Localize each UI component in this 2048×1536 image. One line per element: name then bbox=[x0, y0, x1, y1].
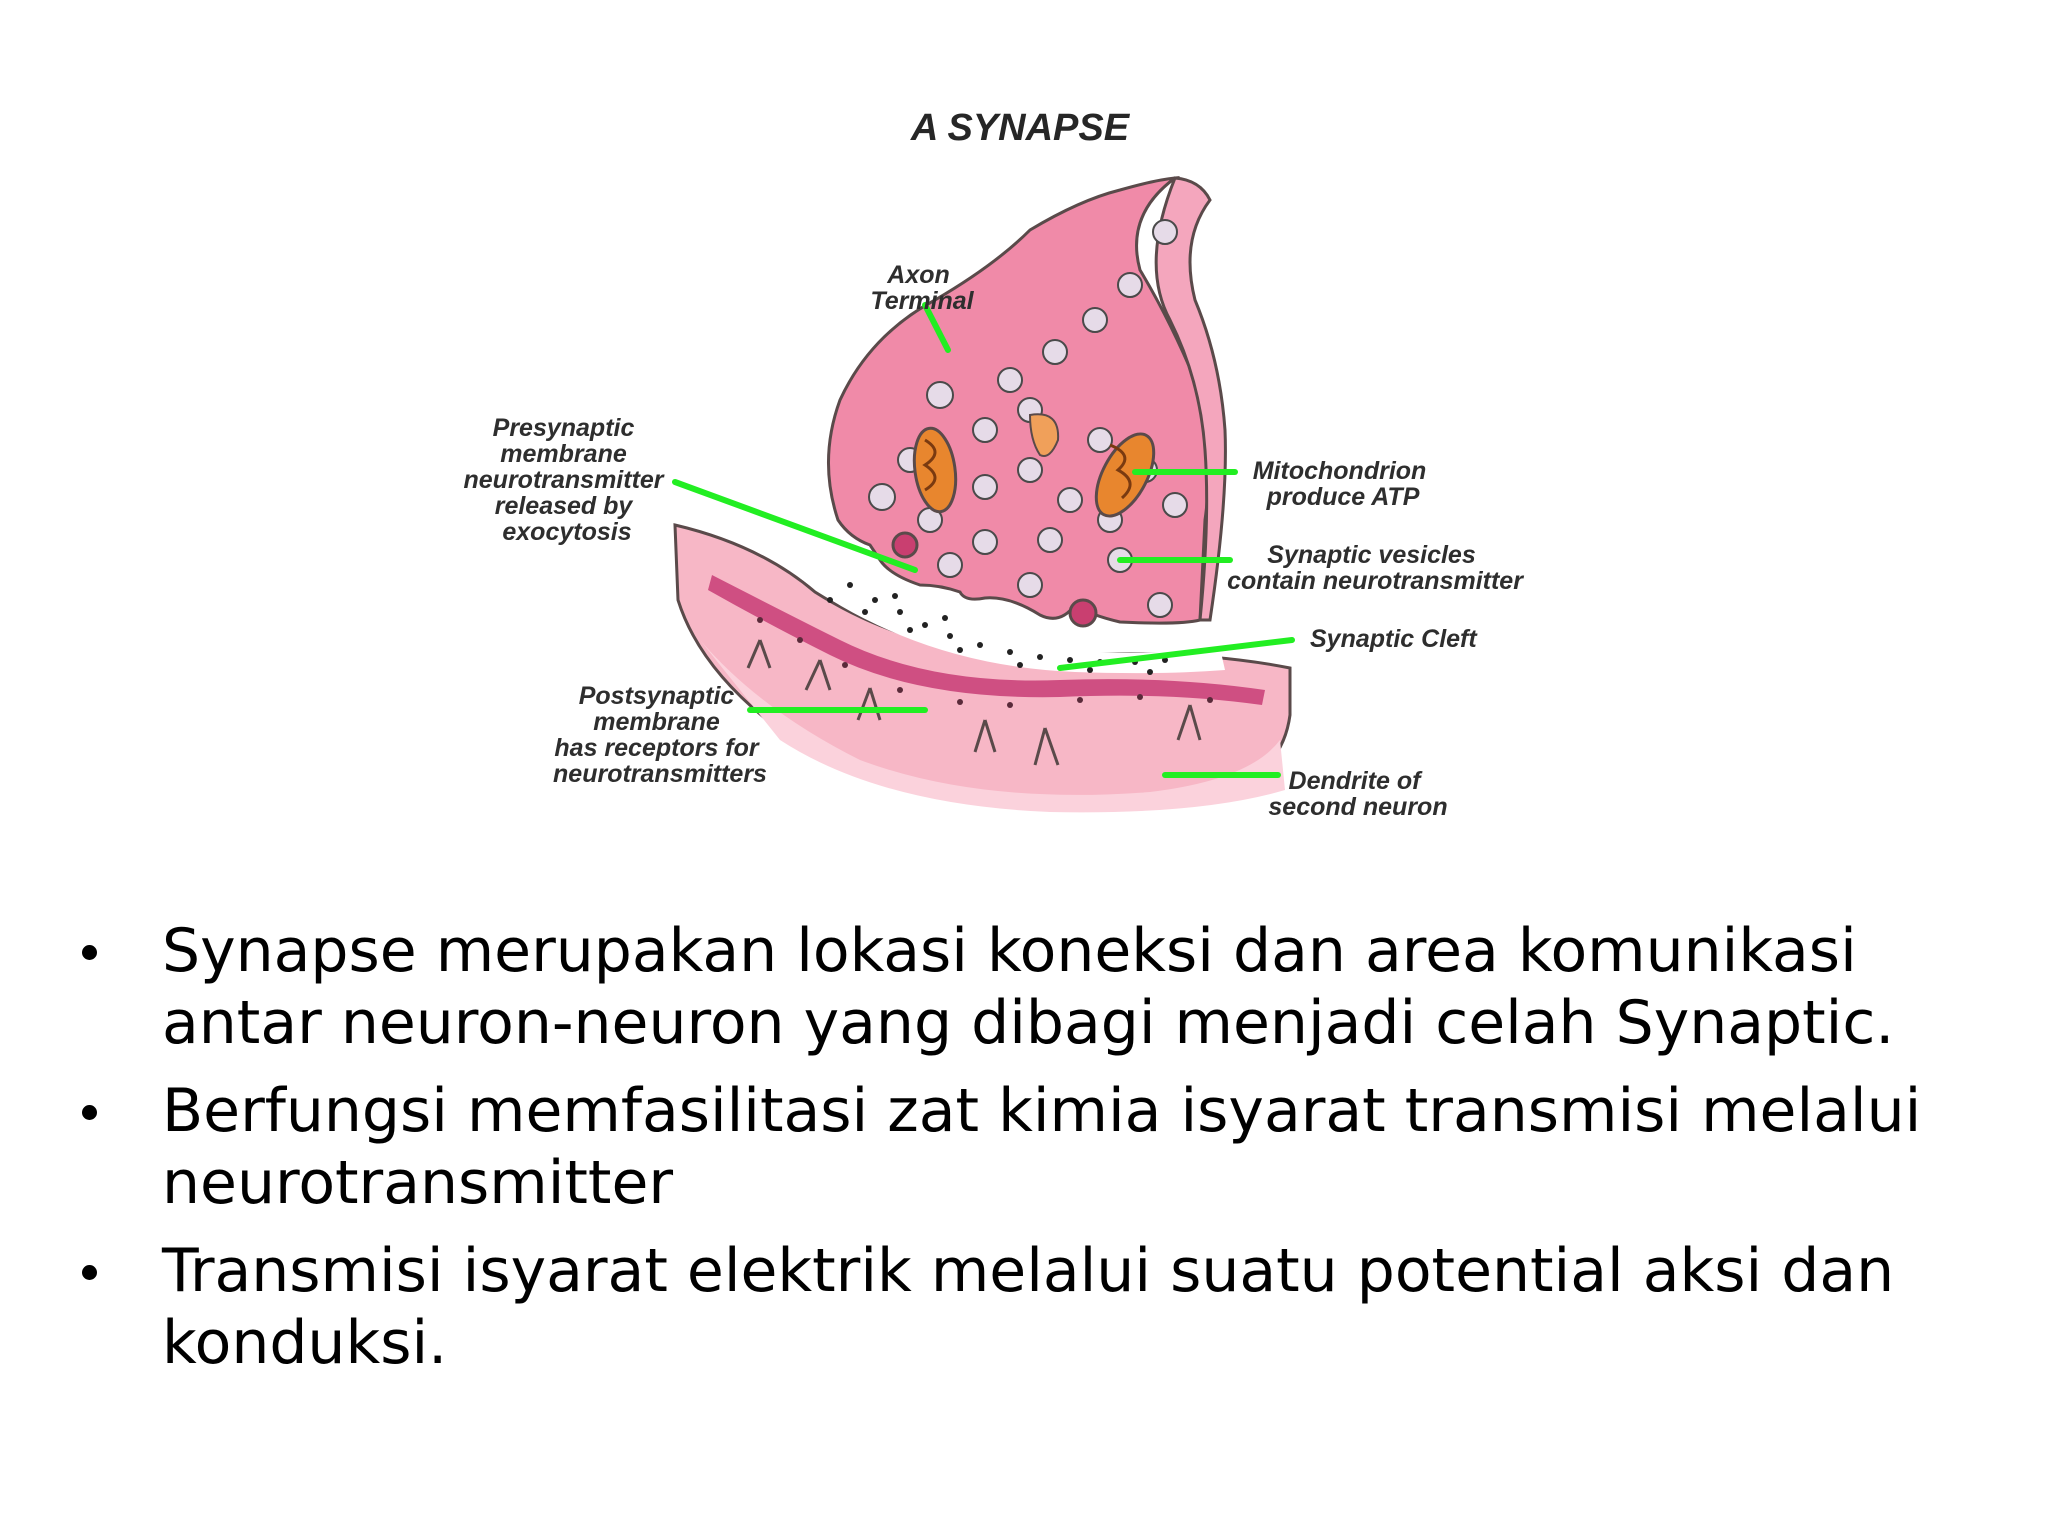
bullet-dot bbox=[82, 945, 97, 960]
bullet-item bbox=[80, 1075, 2000, 1219]
label-synaptic-cleft: Synaptic Cleft bbox=[1310, 625, 1477, 653]
bullet-line: Synapse merupakan lokasi koneksi dan area komunikasi bbox=[162, 916, 1857, 986]
label-axon-terminal: Axon Terminal bbox=[870, 261, 974, 315]
label-presynaptic-membrane: Presynaptic membrane neurotransmitter released by exocytosis bbox=[463, 414, 664, 546]
label-dendrite: Dendrite of second neuron bbox=[1268, 767, 1448, 821]
bullet-line: antar neuron-neuron yang dibagi menjadi celah Synaptic. bbox=[162, 988, 1895, 1058]
bullet-dot bbox=[82, 1105, 97, 1120]
bullet-line: konduksi. bbox=[162, 1308, 448, 1378]
label-mitochondrion: Mitochondrion produce ATP bbox=[1252, 457, 1427, 511]
bullet-dot bbox=[82, 1265, 97, 1280]
bullet-line: Berfungsi memfasilitasi zat kimia isyarat transmisi melalui bbox=[162, 1076, 1922, 1146]
diagram-title: A SYNAPSE bbox=[910, 107, 1130, 149]
bullet-line: Transmisi isyarat elektrik melalui suatu potential aksi dan bbox=[162, 1236, 1895, 1306]
bullet-list bbox=[80, 915, 2000, 1395]
label-postsynaptic-membrane: Postsynaptic membrane has receptors for neurotransmitters bbox=[553, 682, 767, 788]
label-synaptic-vesicles: Synaptic vesicles contain neurotransmitter bbox=[1227, 541, 1523, 595]
bullet-item bbox=[80, 1235, 2000, 1379]
bullet-item bbox=[80, 915, 2000, 1059]
bullet-line: neurotransmitter bbox=[162, 1148, 674, 1218]
